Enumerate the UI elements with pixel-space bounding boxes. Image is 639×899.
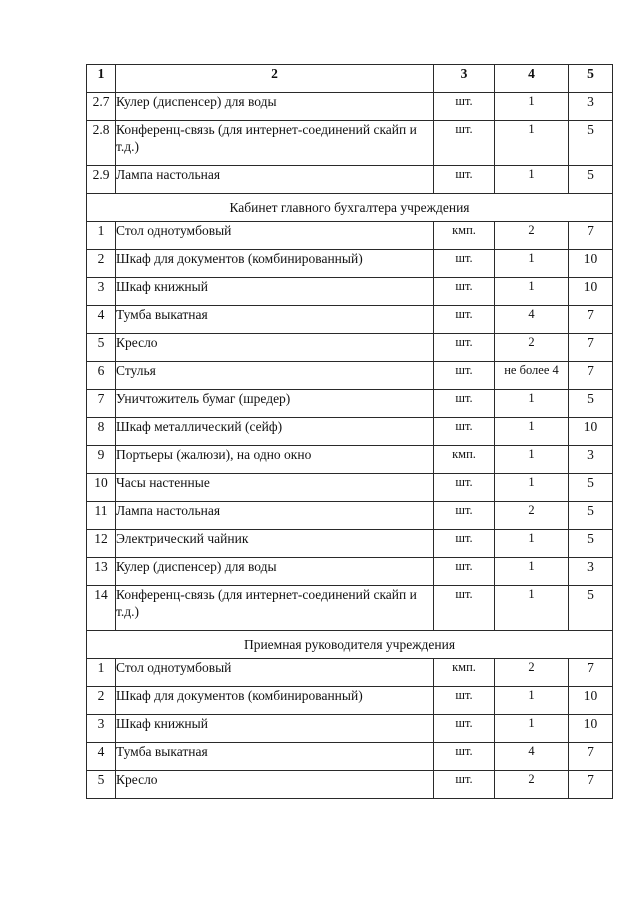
item-name: Портьеры (жалюзи), на одно окно bbox=[116, 446, 434, 474]
quantity: 1 bbox=[495, 687, 569, 715]
service-life: 5 bbox=[569, 530, 613, 558]
item-name: Кулер (диспенсер) для воды bbox=[116, 93, 434, 121]
row-number: 2.9 bbox=[87, 166, 116, 194]
table-row bbox=[87, 502, 613, 530]
row-number: 2 bbox=[87, 687, 116, 715]
section-row bbox=[87, 631, 613, 659]
row-number: 7 bbox=[87, 390, 116, 418]
row-number: 14 bbox=[87, 586, 116, 631]
unit-of-measure: шт. bbox=[434, 687, 495, 715]
table-row bbox=[87, 121, 613, 166]
quantity: 1 bbox=[495, 558, 569, 586]
unit-of-measure: шт. bbox=[434, 121, 495, 166]
service-life: 5 bbox=[569, 121, 613, 166]
item-name: Тумба выкатная bbox=[116, 306, 434, 334]
row-number: 2.7 bbox=[87, 93, 116, 121]
table-row bbox=[87, 715, 613, 743]
table-row bbox=[87, 586, 613, 631]
quantity: 2 bbox=[495, 222, 569, 250]
quantity: 4 bbox=[495, 743, 569, 771]
table-row bbox=[87, 474, 613, 502]
service-life: 10 bbox=[569, 715, 613, 743]
unit-of-measure: кмп. bbox=[434, 446, 495, 474]
quantity: 1 bbox=[495, 586, 569, 631]
service-life: 7 bbox=[569, 306, 613, 334]
service-life: 3 bbox=[569, 446, 613, 474]
table-row bbox=[87, 166, 613, 194]
quantity: 1 bbox=[495, 121, 569, 166]
item-name: Лампа настольная bbox=[116, 502, 434, 530]
header-cell: 5 bbox=[569, 65, 613, 93]
furniture-norms-table bbox=[86, 64, 613, 799]
table-row bbox=[87, 743, 613, 771]
table-header-row bbox=[87, 65, 613, 93]
quantity: 2 bbox=[495, 771, 569, 799]
unit-of-measure: шт. bbox=[434, 334, 495, 362]
unit-of-measure: шт. bbox=[434, 586, 495, 631]
table-row bbox=[87, 278, 613, 306]
unit-of-measure: шт. bbox=[434, 93, 495, 121]
unit-of-measure: шт. bbox=[434, 502, 495, 530]
quantity: 2 bbox=[495, 659, 569, 687]
item-name: Уничтожитель бумаг (шредер) bbox=[116, 390, 434, 418]
table-row bbox=[87, 418, 613, 446]
unit-of-measure: кмп. bbox=[434, 222, 495, 250]
row-number: 3 bbox=[87, 715, 116, 743]
item-name: Конференц-связь (для интернет-соединений скайп и т.д.) bbox=[116, 121, 434, 166]
table-row bbox=[87, 334, 613, 362]
unit-of-measure: шт. bbox=[434, 743, 495, 771]
table-body bbox=[87, 93, 613, 799]
table-row bbox=[87, 446, 613, 474]
item-name: Шкаф книжный bbox=[116, 278, 434, 306]
row-number: 11 bbox=[87, 502, 116, 530]
quantity: 2 bbox=[495, 334, 569, 362]
section-title: Приемная руководителя учреждения bbox=[87, 631, 613, 659]
table-row bbox=[87, 530, 613, 558]
quantity: 1 bbox=[495, 278, 569, 306]
service-life: 10 bbox=[569, 250, 613, 278]
service-life: 7 bbox=[569, 771, 613, 799]
section-title: Кабинет главного бухгалтера учреждения bbox=[87, 194, 613, 222]
table-row bbox=[87, 222, 613, 250]
quantity: 1 bbox=[495, 390, 569, 418]
row-number: 10 bbox=[87, 474, 116, 502]
service-life: 5 bbox=[569, 166, 613, 194]
service-life: 7 bbox=[569, 659, 613, 687]
table-row bbox=[87, 390, 613, 418]
service-life: 5 bbox=[569, 502, 613, 530]
row-number: 5 bbox=[87, 334, 116, 362]
item-name: Шкаф для документов (комбинированный) bbox=[116, 687, 434, 715]
row-number: 6 bbox=[87, 362, 116, 390]
table-row bbox=[87, 93, 613, 121]
quantity: 1 bbox=[495, 530, 569, 558]
service-life: 10 bbox=[569, 278, 613, 306]
service-life: 5 bbox=[569, 390, 613, 418]
item-name: Кресло bbox=[116, 334, 434, 362]
row-number: 2 bbox=[87, 250, 116, 278]
quantity: 1 bbox=[495, 166, 569, 194]
unit-of-measure: шт. bbox=[434, 390, 495, 418]
service-life: 7 bbox=[569, 362, 613, 390]
service-life: 3 bbox=[569, 93, 613, 121]
header-cell: 4 bbox=[495, 65, 569, 93]
row-number: 3 bbox=[87, 278, 116, 306]
row-number: 2.8 bbox=[87, 121, 116, 166]
item-name: Электрический чайник bbox=[116, 530, 434, 558]
unit-of-measure: шт. bbox=[434, 715, 495, 743]
table-row bbox=[87, 558, 613, 586]
header-cell: 1 bbox=[87, 65, 116, 93]
quantity: 2 bbox=[495, 502, 569, 530]
table-row bbox=[87, 250, 613, 278]
unit-of-measure: шт. bbox=[434, 362, 495, 390]
service-life: 7 bbox=[569, 222, 613, 250]
section-row bbox=[87, 194, 613, 222]
quantity: 1 bbox=[495, 446, 569, 474]
header-cell: 2 bbox=[116, 65, 434, 93]
item-name: Стулья bbox=[116, 362, 434, 390]
header-cell: 3 bbox=[434, 65, 495, 93]
unit-of-measure: шт. bbox=[434, 306, 495, 334]
item-name: Стол однотумбовый bbox=[116, 222, 434, 250]
row-number: 13 bbox=[87, 558, 116, 586]
unit-of-measure: шт. bbox=[434, 771, 495, 799]
quantity: 1 bbox=[495, 250, 569, 278]
unit-of-measure: шт. bbox=[434, 530, 495, 558]
item-name: Лампа настольная bbox=[116, 166, 434, 194]
item-name: Тумба выкатная bbox=[116, 743, 434, 771]
service-life: 7 bbox=[569, 334, 613, 362]
table-row bbox=[87, 362, 613, 390]
item-name: Шкаф для документов (комбинированный) bbox=[116, 250, 434, 278]
unit-of-measure: шт. bbox=[434, 474, 495, 502]
row-number: 12 bbox=[87, 530, 116, 558]
quantity: не более 4 bbox=[495, 362, 569, 390]
service-life: 5 bbox=[569, 586, 613, 631]
quantity: 1 bbox=[495, 93, 569, 121]
item-name: Шкаф металлический (сейф) bbox=[116, 418, 434, 446]
row-number: 4 bbox=[87, 306, 116, 334]
service-life: 3 bbox=[569, 558, 613, 586]
item-name: Конференц-связь (для интернет-соединений скайп и т.д.) bbox=[116, 586, 434, 631]
item-name: Кулер (диспенсер) для воды bbox=[116, 558, 434, 586]
service-life: 10 bbox=[569, 418, 613, 446]
unit-of-measure: шт. bbox=[434, 166, 495, 194]
item-name: Стол однотумбовый bbox=[116, 659, 434, 687]
row-number: 8 bbox=[87, 418, 116, 446]
row-number: 4 bbox=[87, 743, 116, 771]
table-row bbox=[87, 659, 613, 687]
table-row bbox=[87, 687, 613, 715]
unit-of-measure: кмп. bbox=[434, 659, 495, 687]
quantity: 1 bbox=[495, 418, 569, 446]
row-number: 9 bbox=[87, 446, 116, 474]
item-name: Шкаф книжный bbox=[116, 715, 434, 743]
unit-of-measure: шт. bbox=[434, 278, 495, 306]
row-number: 1 bbox=[87, 659, 116, 687]
unit-of-measure: шт. bbox=[434, 418, 495, 446]
row-number: 1 bbox=[87, 222, 116, 250]
row-number: 5 bbox=[87, 771, 116, 799]
quantity: 4 bbox=[495, 306, 569, 334]
table-row bbox=[87, 306, 613, 334]
unit-of-measure: шт. bbox=[434, 558, 495, 586]
quantity: 1 bbox=[495, 715, 569, 743]
unit-of-measure: шт. bbox=[434, 250, 495, 278]
service-life: 7 bbox=[569, 743, 613, 771]
item-name: Кресло bbox=[116, 771, 434, 799]
quantity: 1 bbox=[495, 474, 569, 502]
service-life: 10 bbox=[569, 687, 613, 715]
item-name: Часы настенные bbox=[116, 474, 434, 502]
service-life: 5 bbox=[569, 474, 613, 502]
table-row bbox=[87, 771, 613, 799]
